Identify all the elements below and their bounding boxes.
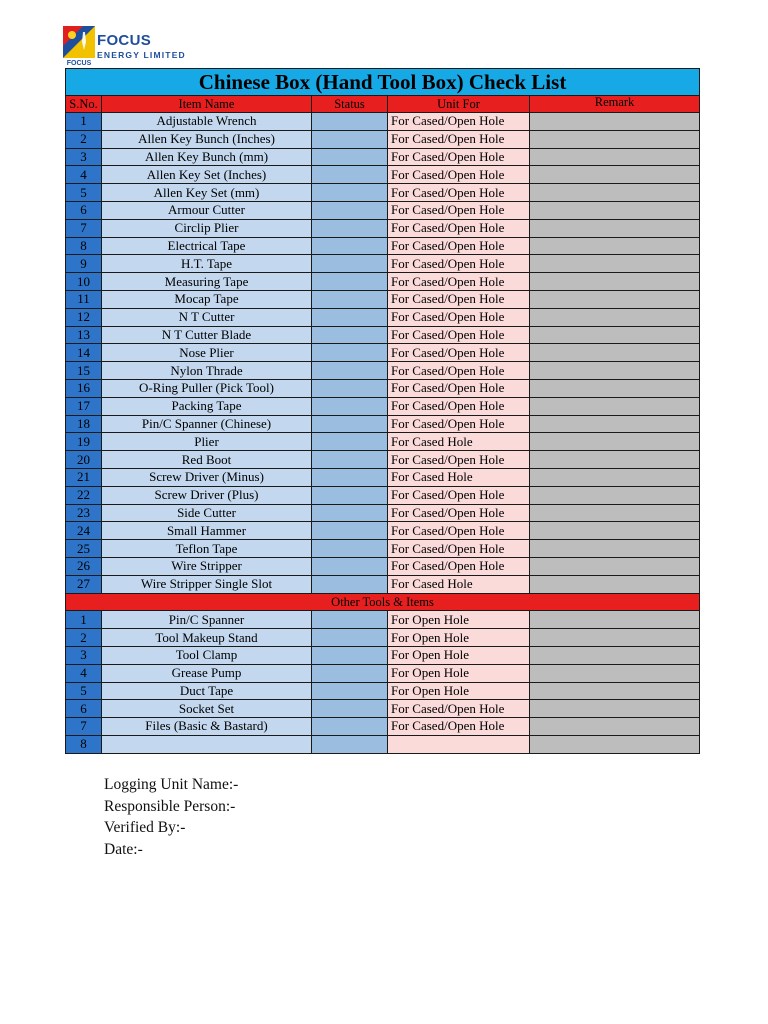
table-row	[66, 682, 700, 700]
item-name: Files (Basic & Bastard)	[102, 718, 312, 736]
remark-cell[interactable]	[530, 735, 700, 753]
table-row	[66, 184, 700, 202]
item-sno: 6	[66, 700, 102, 718]
remark-cell[interactable]	[530, 522, 700, 540]
status-cell[interactable]	[312, 522, 388, 540]
remark-cell[interactable]	[530, 326, 700, 344]
unit-for: For Cased/Open Hole	[388, 344, 530, 362]
table-row	[66, 575, 700, 593]
item-sno: 2	[66, 629, 102, 647]
table-row	[66, 273, 700, 291]
unit-for: For Cased/Open Hole	[388, 700, 530, 718]
unit-for: For Open Hole	[388, 682, 530, 700]
remark-cell[interactable]	[530, 113, 700, 131]
status-cell[interactable]	[312, 504, 388, 522]
unit-for: For Open Hole	[388, 664, 530, 682]
status-cell[interactable]	[312, 219, 388, 237]
remark-cell[interactable]	[530, 201, 700, 219]
remark-cell[interactable]	[530, 397, 700, 415]
unit-for: For Cased/Open Hole	[388, 130, 530, 148]
item-sno: 22	[66, 486, 102, 504]
unit-for: For Cased/Open Hole	[388, 201, 530, 219]
remark-cell[interactable]	[530, 415, 700, 433]
table-row	[66, 468, 700, 486]
unit-for: For Cased/Open Hole	[388, 415, 530, 433]
item-sno: 5	[66, 184, 102, 202]
status-cell[interactable]	[312, 166, 388, 184]
item-name: Allen Key Bunch (mm)	[102, 148, 312, 166]
checklist-title: Chinese Box (Hand Tool Box) Check List	[66, 69, 700, 96]
remark-cell[interactable]	[530, 148, 700, 166]
unit-for: For Cased Hole	[388, 575, 530, 593]
header-row	[66, 96, 700, 113]
item-name: N T Cutter	[102, 308, 312, 326]
remark-cell[interactable]	[530, 468, 700, 486]
item-name: Electrical Tape	[102, 237, 312, 255]
item-sno: 3	[66, 646, 102, 664]
table-row	[66, 379, 700, 397]
table-row	[66, 397, 700, 415]
unit-for	[388, 735, 530, 753]
remark-cell[interactable]	[530, 700, 700, 718]
item-name: Allen Key Set (Inches)	[102, 166, 312, 184]
item-sno: 2	[66, 130, 102, 148]
status-cell[interactable]	[312, 682, 388, 700]
status-cell[interactable]	[312, 308, 388, 326]
remark-cell[interactable]	[530, 184, 700, 202]
table-row	[66, 664, 700, 682]
status-cell[interactable]	[312, 397, 388, 415]
status-cell[interactable]	[312, 362, 388, 380]
item-name: Screw Driver (Plus)	[102, 486, 312, 504]
item-name: Teflon Tape	[102, 540, 312, 558]
unit-for: For Cased/Open Hole	[388, 326, 530, 344]
item-sno: 4	[66, 166, 102, 184]
remark-cell[interactable]	[530, 219, 700, 237]
unit-for: For Cased/Open Hole	[388, 504, 530, 522]
table-row	[66, 486, 700, 504]
item-name	[102, 735, 312, 753]
table-row	[66, 735, 700, 753]
item-name: Plier	[102, 433, 312, 451]
remark-cell[interactable]	[530, 629, 700, 647]
status-cell[interactable]	[312, 629, 388, 647]
unit-for: For Cased/Open Hole	[388, 362, 530, 380]
table-row	[66, 504, 700, 522]
remark-cell[interactable]	[530, 504, 700, 522]
table-row	[66, 451, 700, 469]
unit-for: For Open Hole	[388, 611, 530, 629]
table-row	[66, 166, 700, 184]
item-name: Packing Tape	[102, 397, 312, 415]
item-name: O-Ring Puller (Pick Tool)	[102, 379, 312, 397]
status-cell[interactable]	[312, 273, 388, 291]
table-row	[66, 522, 700, 540]
table-row	[66, 113, 700, 131]
table-row	[66, 255, 700, 273]
status-cell[interactable]	[312, 700, 388, 718]
table-row	[66, 308, 700, 326]
unit-for: For Cased/Open Hole	[388, 718, 530, 736]
unit-for: For Cased/Open Hole	[388, 219, 530, 237]
remark-cell[interactable]	[530, 344, 700, 362]
remark-cell[interactable]	[530, 451, 700, 469]
item-sno: 18	[66, 415, 102, 433]
item-name: Grease Pump	[102, 664, 312, 682]
unit-for: For Cased/Open Hole	[388, 148, 530, 166]
status-cell[interactable]	[312, 468, 388, 486]
item-name: Side Cutter	[102, 504, 312, 522]
logo-wordmark: FOCUS	[97, 32, 151, 49]
table-row	[66, 611, 700, 629]
table-row	[66, 237, 700, 255]
item-name: Screw Driver (Minus)	[102, 468, 312, 486]
header-remark: Remark	[530, 96, 700, 113]
status-cell[interactable]	[312, 326, 388, 344]
item-sno: 13	[66, 326, 102, 344]
item-sno: 9	[66, 255, 102, 273]
status-cell[interactable]	[312, 451, 388, 469]
unit-for: For Cased/Open Hole	[388, 113, 530, 131]
status-cell[interactable]	[312, 646, 388, 664]
logo-subtitle: ENERGY LIMITED	[97, 50, 186, 60]
logging-unit-label: Logging Unit Name:-	[104, 776, 239, 793]
status-cell[interactable]	[312, 540, 388, 558]
date-label: Date:-	[104, 840, 143, 858]
item-sno: 5	[66, 682, 102, 700]
unit-for: For Cased/Open Hole	[388, 237, 530, 255]
table-row	[66, 433, 700, 451]
table-row	[66, 219, 700, 237]
status-cell[interactable]	[312, 718, 388, 736]
checklist-sheet	[65, 68, 699, 754]
unit-for: For Cased/Open Hole	[388, 557, 530, 575]
item-name: Red Boot	[102, 451, 312, 469]
item-name: Armour Cutter	[102, 201, 312, 219]
item-name: Tool Makeup Stand	[102, 629, 312, 647]
status-cell[interactable]	[312, 113, 388, 131]
remark-cell[interactable]	[530, 664, 700, 682]
item-name: N T Cutter Blade	[102, 326, 312, 344]
remark-cell[interactable]	[530, 718, 700, 736]
item-name: Adjustable Wrench	[102, 113, 312, 131]
unit-for: For Cased/Open Hole	[388, 397, 530, 415]
unit-for: For Cased/Open Hole	[388, 166, 530, 184]
item-sno: 17	[66, 397, 102, 415]
remark-cell[interactable]	[530, 646, 700, 664]
status-cell[interactable]	[312, 735, 388, 753]
item-name: Socket Set	[102, 700, 312, 718]
checklist-table	[65, 68, 700, 754]
header-status: Status	[312, 96, 388, 113]
unit-for: For Cased/Open Hole	[388, 273, 530, 291]
item-sno: 19	[66, 433, 102, 451]
item-sno: 1	[66, 113, 102, 131]
item-name: Allen Key Bunch (Inches)	[102, 130, 312, 148]
status-cell[interactable]	[312, 433, 388, 451]
item-sno: 27	[66, 575, 102, 593]
table-row	[66, 326, 700, 344]
status-cell[interactable]	[312, 148, 388, 166]
table-row	[66, 700, 700, 718]
remark-cell[interactable]	[530, 611, 700, 629]
remark-cell[interactable]	[530, 540, 700, 558]
item-sno: 10	[66, 273, 102, 291]
table-row	[66, 540, 700, 558]
signoff-block	[104, 774, 238, 860]
unit-for: For Cased Hole	[388, 468, 530, 486]
responsible-person-label: Responsible Person:-	[104, 797, 236, 815]
item-sno: 6	[66, 201, 102, 219]
item-name: Measuring Tape	[102, 273, 312, 291]
item-sno: 8	[66, 735, 102, 753]
table-row	[66, 201, 700, 219]
status-cell[interactable]	[312, 611, 388, 629]
status-cell[interactable]	[312, 575, 388, 593]
status-cell[interactable]	[312, 130, 388, 148]
status-cell[interactable]	[312, 237, 388, 255]
verified-by-label: Verified By:-	[104, 819, 186, 836]
item-sno: 11	[66, 290, 102, 308]
remark-cell[interactable]	[530, 130, 700, 148]
unit-for: For Cased/Open Hole	[388, 540, 530, 558]
unit-for: For Cased/Open Hole	[388, 255, 530, 273]
item-sno: 26	[66, 557, 102, 575]
item-name: Wire Stripper Single Slot	[102, 575, 312, 593]
status-cell[interactable]	[312, 201, 388, 219]
unit-for: For Open Hole	[388, 629, 530, 647]
remark-cell[interactable]	[530, 486, 700, 504]
remark-cell[interactable]	[530, 362, 700, 380]
remark-cell[interactable]	[530, 273, 700, 291]
item-sno: 7	[66, 718, 102, 736]
item-sno: 24	[66, 522, 102, 540]
item-name: Allen Key Set (mm)	[102, 184, 312, 202]
remark-cell[interactable]	[530, 237, 700, 255]
item-name: H.T. Tape	[102, 255, 312, 273]
header-item-name: Item Name	[102, 96, 312, 113]
remark-cell[interactable]	[530, 557, 700, 575]
item-sno: 8	[66, 237, 102, 255]
item-sno: 1	[66, 611, 102, 629]
table-row	[66, 718, 700, 736]
item-sno: 14	[66, 344, 102, 362]
item-sno: 4	[66, 664, 102, 682]
remark-cell[interactable]	[530, 308, 700, 326]
item-name: Duct Tape	[102, 682, 312, 700]
section-title: Other Tools & Items	[66, 593, 700, 611]
status-cell[interactable]	[312, 184, 388, 202]
remark-cell[interactable]	[530, 433, 700, 451]
svg-text:FOCUS: FOCUS	[66, 60, 92, 66]
unit-for: For Cased/Open Hole	[388, 290, 530, 308]
item-name: Small Hammer	[102, 522, 312, 540]
status-cell[interactable]	[312, 486, 388, 504]
item-name: Pin/C Spanner	[102, 611, 312, 629]
item-sno: 20	[66, 451, 102, 469]
table-row	[66, 290, 700, 308]
item-sno: 15	[66, 362, 102, 380]
unit-for: For Cased Hole	[388, 433, 530, 451]
table-row	[66, 646, 700, 664]
item-name: Nylon Thrade	[102, 362, 312, 380]
status-cell[interactable]	[312, 415, 388, 433]
unit-for: For Cased/Open Hole	[388, 184, 530, 202]
table-row	[66, 148, 700, 166]
unit-for: For Cased/Open Hole	[388, 522, 530, 540]
item-sno: 3	[66, 148, 102, 166]
unit-for: For Cased/Open Hole	[388, 486, 530, 504]
item-sno: 7	[66, 219, 102, 237]
remark-cell[interactable]	[530, 255, 700, 273]
remark-cell[interactable]	[530, 166, 700, 184]
status-cell[interactable]	[312, 664, 388, 682]
item-sno: 23	[66, 504, 102, 522]
item-sno: 21	[66, 468, 102, 486]
item-sno: 25	[66, 540, 102, 558]
table-row	[66, 344, 700, 362]
focus-logo-icon	[63, 26, 95, 66]
table-row	[66, 415, 700, 433]
item-name: Wire Stripper	[102, 557, 312, 575]
section-row	[66, 593, 700, 611]
table-row	[66, 130, 700, 148]
status-cell[interactable]	[312, 557, 388, 575]
status-cell[interactable]	[312, 344, 388, 362]
item-name: Circlip Plier	[102, 219, 312, 237]
header-sno: S.No.	[66, 96, 102, 113]
item-sno: 12	[66, 308, 102, 326]
table-row	[66, 557, 700, 575]
item-name: Pin/C Spanner (Chinese)	[102, 415, 312, 433]
table-row	[66, 629, 700, 647]
remark-cell[interactable]	[530, 575, 700, 593]
status-cell[interactable]	[312, 255, 388, 273]
item-name: Mocap Tape	[102, 290, 312, 308]
unit-for: For Cased/Open Hole	[388, 379, 530, 397]
status-cell[interactable]	[312, 379, 388, 397]
unit-for: For Open Hole	[388, 646, 530, 664]
item-sno: 16	[66, 379, 102, 397]
unit-for: For Cased/Open Hole	[388, 451, 530, 469]
company-logo	[63, 26, 203, 66]
remark-cell[interactable]	[530, 290, 700, 308]
item-name: Tool Clamp	[102, 646, 312, 664]
remark-cell[interactable]	[530, 379, 700, 397]
status-cell[interactable]	[312, 290, 388, 308]
item-name: Nose Plier	[102, 344, 312, 362]
unit-for: For Cased/Open Hole	[388, 308, 530, 326]
table-row	[66, 362, 700, 380]
header-unit-for: Unit For	[388, 96, 530, 113]
remark-cell[interactable]	[530, 682, 700, 700]
